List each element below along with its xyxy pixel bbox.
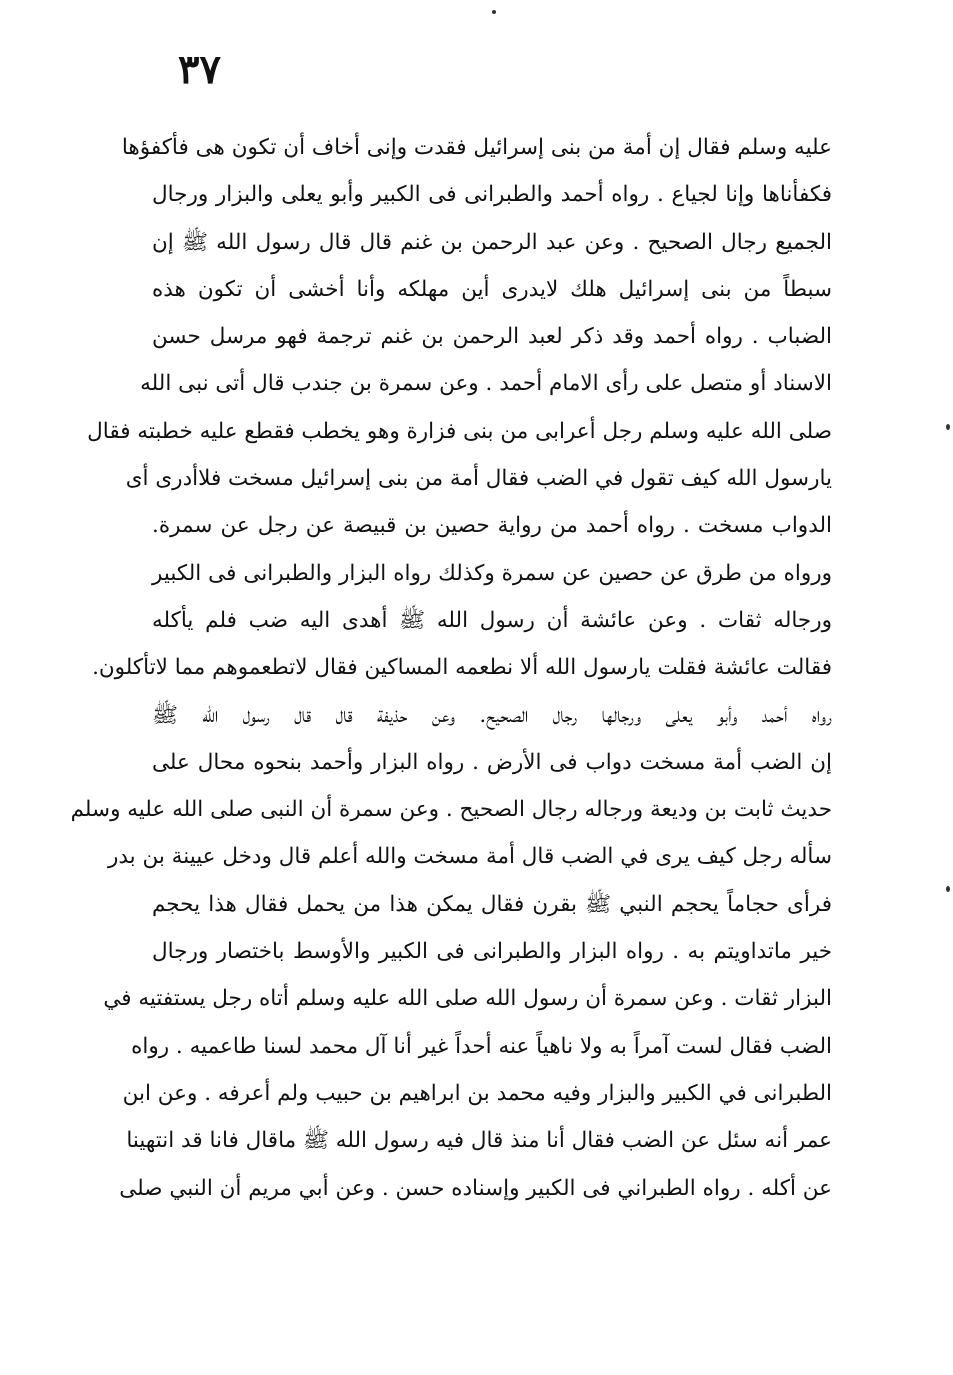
text-line: ورجاله ثقات . وعن عائشة أن رسول الله ﷺ أهدى اليه ضب فلم يأكله — [152, 607, 832, 633]
text-line: الدواب مسخت . رواه أحمد من رواية حصين بن قبيصة عن رجل عن سمرة. — [152, 513, 832, 539]
text-line: خير ماتداويتم به . رواه البزار والطبرانى فى الكبير والأوسط باختصار ورجال — [152, 939, 832, 965]
text-line: عمر أنه سئل عن الضب فقال أنا منذ قال فيه رسول الله ﷺ ماقال فانا قد انتهينا — [126, 1128, 832, 1154]
scan-speck — [492, 10, 496, 14]
text-line: الطبرانى في الكبير والبزار وفيه محمد بن ابراهيم بن حبيب ولم أعرفه . وعن ابن — [122, 1080, 832, 1106]
text-line: البزار ثقات . وعن سمرة أن رسول الله صلى الله عليه وسلم أتاه رجل يستفتيه في — [103, 986, 832, 1012]
text-line: الاسناد أو متصل على رأى الامام أحمد . وعن سمرة بن جندب قال أتى نبى الله — [140, 371, 832, 397]
text-line: إن الضب أمة مسخت دواب فى الأرض . رواه البزار وأحمد بنحوه محال على — [152, 749, 832, 775]
text-line: عن أكله . رواه الطبراني فى الكبير وإسناده حسن . وعن أبي مريم أن النبي صلى — [119, 1175, 832, 1201]
scan-speck — [946, 424, 950, 430]
text-line: الضباب . رواه أحمد وقد ذكر لعبد الرحمن بن غنم ترجمة فهو مرسل حسن — [152, 324, 832, 350]
text-line: عليه وسلم فقال إن أمة من بنى إسرائيل فقدت وإنى أخاف أن تكون هى فأكفؤها — [121, 135, 832, 160]
text-line: يارسول الله كيف تقول في الضب فقال أمة من بنى إسرائيل مسخت فلاأدرى أى — [125, 466, 832, 492]
text-line: فرأى حجاماً يحجم النبي ﷺ بقرن فقال يمكن هذا من يحمل فقال هذا يحجم — [152, 891, 832, 917]
text-line: الضب فقال لست آمراً به ولا ناهياً عنه أحداً غير أنا آل محمد لسنا طاعميه . رواه — [131, 1033, 832, 1059]
text-line: سأله رجل كيف يرى في الضب قال أمة مسخت والله أعلم قال ودخل عيينة بن بدر — [108, 844, 832, 870]
page-number: ٣٧ — [178, 46, 221, 93]
text-line: صلى الله عليه وسلم رجل أعرابى من بنى فزارة وهو يخطب فقطع عليه خطبته فقال — [87, 418, 832, 444]
text-line: رواه أحمد وأبو يعلى ورجالها رجال الصحيح. وعن حذيفة قال قال رسول الله ﷺ — [152, 702, 832, 728]
body-text — [70, 124, 832, 1212]
text-line: سبطاً من بنى إسرائيل هلك لايدرى أين مهلكه وأنا أخشى أن تكون هذه — [152, 276, 832, 302]
text-line: فقالت عائشة فقلت يارسول الله ألا نطعمه المساكين فقال لاتطعموهم مما لاتأكلون. — [92, 655, 832, 681]
text-line: ورواه من طرق عن حصين عن سمرة وكذلك رواه البزار والطبرانى فى الكبير — [152, 560, 832, 586]
scan-speck — [946, 886, 950, 892]
text-line: الجميع رجال الصحيح . وعن عبد الرحمن بن غنم قال قال رسول الله ﷺ إن — [152, 229, 832, 255]
text-line: حديث ثابت بن وديعة ورجاله رجال الصحيح . وعن سمرة أن النبى صلى الله عليه وسلم — [70, 797, 832, 823]
text-line: فكفأناها وإنا لجياع . رواه أحمد والطبرانى فى الكبير وأبو يعلى والبزار ورجال — [152, 182, 832, 208]
